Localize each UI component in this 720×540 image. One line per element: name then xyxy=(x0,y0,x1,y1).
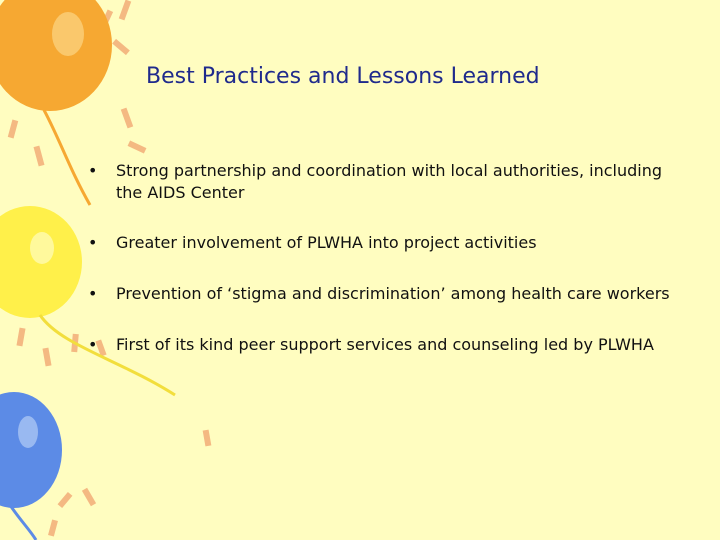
bullet-item xyxy=(88,232,688,254)
orange-balloon-highlight xyxy=(52,12,84,56)
confetti-piece xyxy=(42,348,51,367)
slide-title: Best Practices and Lessons Learned xyxy=(146,64,540,89)
confetti-piece xyxy=(34,146,45,167)
bullet-text: Prevention of ‘stigma and discrimination’ among health care workers xyxy=(116,284,670,303)
bullet-list xyxy=(88,160,688,356)
bullet-text: First of its kind peer support services and counseling led by PLWHA xyxy=(116,335,654,354)
confetti-piece xyxy=(121,108,133,129)
bullet-item xyxy=(88,160,688,204)
confetti-piece xyxy=(128,140,147,153)
blue-balloon xyxy=(0,392,62,540)
blue-balloon-highlight xyxy=(18,416,38,448)
bullet-text: Strong partnership and coordination with local authorities, including the AIDS Center xyxy=(116,161,663,202)
yellow-balloon-highlight xyxy=(30,232,54,264)
confetti-piece xyxy=(119,0,131,20)
bullet-text: Greater involvement of PLWHA into project activities xyxy=(116,233,537,252)
confetti-piece xyxy=(8,120,18,139)
blue-balloon-string xyxy=(10,505,36,540)
confetti-piece xyxy=(48,519,58,536)
confetti-piece xyxy=(112,39,130,55)
orange-balloon-body xyxy=(0,0,112,111)
blue-balloon-body xyxy=(0,392,62,508)
bullet-marker: • xyxy=(88,335,98,354)
bullet-item xyxy=(88,283,688,305)
bullet-marker: • xyxy=(88,233,98,252)
bullet-item xyxy=(88,334,688,356)
confetti-piece xyxy=(82,488,96,507)
confetti-piece xyxy=(58,492,73,508)
orange-balloon-string xyxy=(44,110,90,205)
bullet-marker: • xyxy=(88,161,98,180)
bullet-marker: • xyxy=(88,284,98,303)
confetti-piece xyxy=(203,430,212,447)
confetti-piece xyxy=(16,328,25,347)
